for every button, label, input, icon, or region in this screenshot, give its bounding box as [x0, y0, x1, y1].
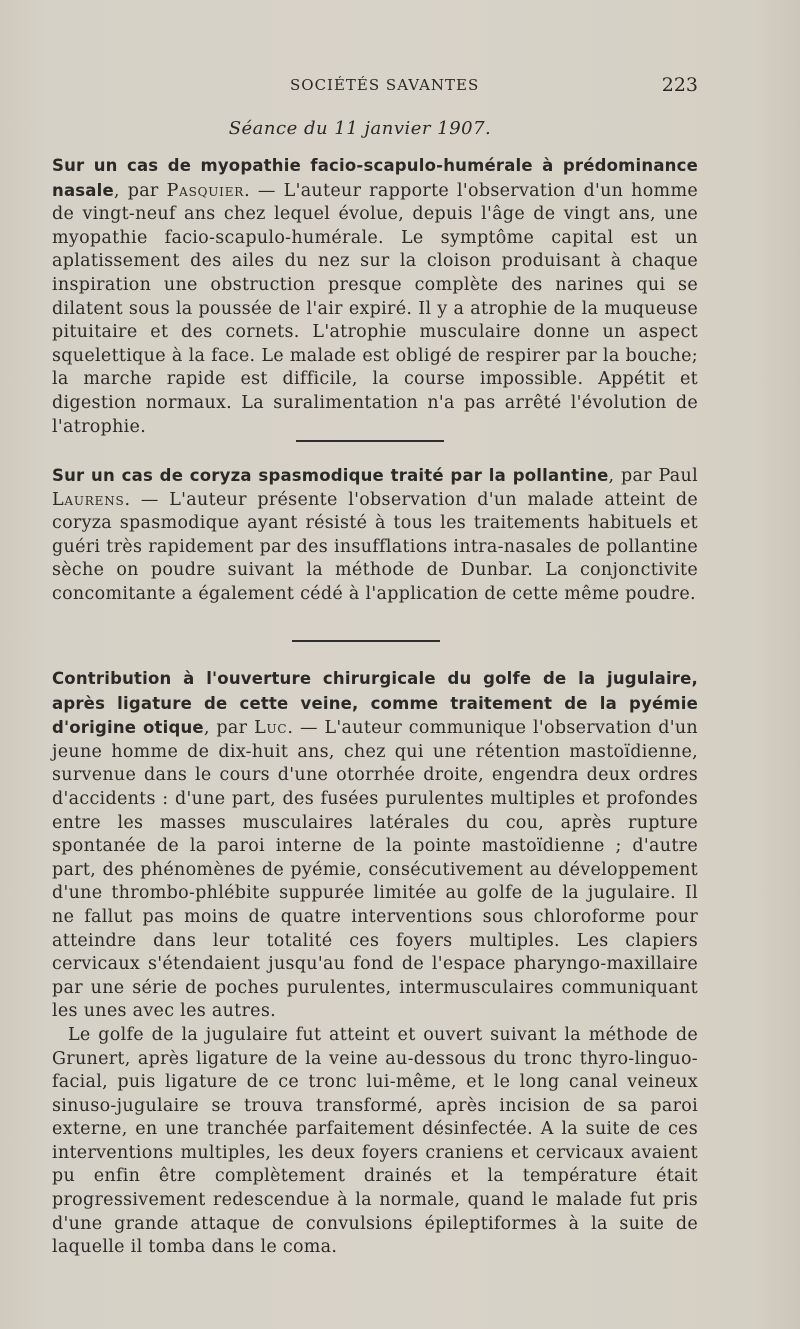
- article-jugulaire: [52, 667, 698, 1260]
- section-divider: [292, 640, 440, 642]
- article-title: Contribution à l'ouverture chirurgicale du golfe de la jugulaire, après ligature de cette veine, comme traitement de la pyémie d'origine otique: [52, 669, 698, 738]
- article-body: . — L'auteur communique l'observation d'un jeune homme de dix-huit ans, chez qui une rétention mastoïdienne, survenue dans le cours d'une otorrhée droite, engendra deux ordres d'accidents : d'une part, des fusées purulentes multiples et profondes entre les masses musculaires latérales du cou, après rupture spontanée de la paroi interne de la pointe mastoïdienne ; d'autre part, des phénomènes de pyémie, consécutivement au développement d'une thrombo-phlébite suppurée limitée au golfe de la jugulaire. Il ne fallut pas moins de quatre interventions sous chloroforme pour atteindre dans leur totalité ces foyers multiples. Les clapiers cervicaux s'étendaient jusqu'au fond de l'espace pharyngo-maxillaire par une série de poches purulentes, intermusculaires communiquant les unes avec les autres.: [52, 718, 698, 1022]
- page-header: [52, 74, 698, 98]
- article-myopathie: [52, 154, 698, 439]
- article-author: Luc: [254, 718, 288, 739]
- article-by: , par: [113, 180, 159, 201]
- article-body-continued: Le golfe de la jugulaire fut atteint et ouvert suivant la méthode de Grunert, après ligature de la veine au-dessous du tronc thyro-linguo-facial, puis ligature de ce tronc lui-même, et le long canal veineux sinuso-jugulaire se trouva transformé, après incision de sa paroi externe, en une tranchée parfaitement désinfectée. A la suite de ces interventions multiples, les deux foyers craniens et cervicaux avaient pu enfin être complètement drainés et la température était progressivement redescendue à la normale, quand le malade fut pris d'une grande attaque de convulsions épileptiformes à la suite de laquelle il tomba dans le coma.: [52, 1024, 698, 1258]
- session-date: Séance du 11 janvier 1907.: [228, 118, 492, 139]
- section-divider: [296, 440, 444, 442]
- article-body: . — L'auteur rapporte l'observation d'un homme de vingt-neuf ans chez lequel évolue, depuis l'âge de vingt ans, une myopathie facio-scapulo-humérale. Le symptôme capital est un aplatissement des ailes du nez sur la cloison produisant à chaque inspiration une obstruction presque complète des narines qui se dilatent sous la poussée de l'air expiré. Il y a atrophie de la muqueuse pituitaire et des cornets. L'atrophie musculaire donne un aspect squelettique à la face. Le malade est obligé de respirer par la bouche; la marche rapide est difficile, la course impossible. Appétit et digestion normaux. La suralimentation n'a pas arrêté l'évolution de l'atrophie.: [52, 180, 698, 437]
- page-number: 223: [661, 74, 698, 96]
- article-coryza: [52, 464, 698, 607]
- article-by: , par: [203, 718, 248, 739]
- article-by: , par Paul: [608, 466, 698, 486]
- article-title: Sur un cas de coryza spasmodique traité par la pollantine: [52, 466, 609, 485]
- article-author: Laurens: [52, 489, 125, 510]
- article-body: . — L'auteur présente l'observation d'un malade atteint de coryza spasmodique ayant résisté à tous les traitements habituels et guéri très rapidement par des insufflations intra-nasales de pollantine sèche on poudre suivant la méthode de Dunbar. La conjonctivite concomitante a également cédé à l'application de cette même poudre.: [52, 489, 698, 604]
- running-title: SOCIÉTÉS SAVANTES: [290, 76, 480, 94]
- article-author: Pasquier: [166, 180, 245, 201]
- article-title: Sur un cas de myopathie facio-scapulo-humérale à prédominance nasale: [52, 156, 698, 200]
